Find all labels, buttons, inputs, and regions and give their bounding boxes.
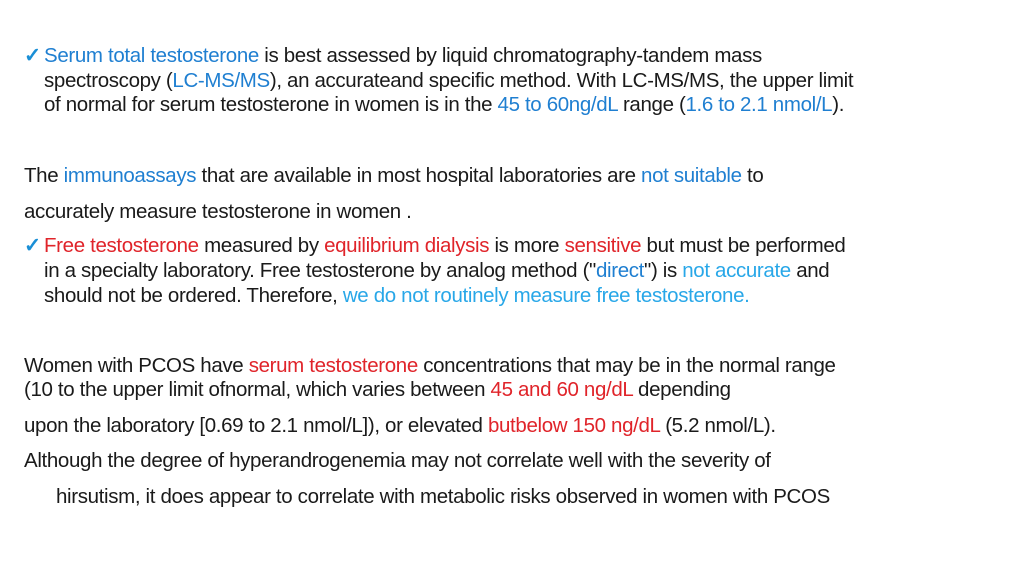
text: upon the laboratory [0.69 to 2.1 nmol/L]), or elevated [24, 414, 488, 437]
text: that are available in most hospital laboratories are [196, 164, 642, 187]
bullet-free-line-3 [44, 283, 750, 308]
text: ). [832, 93, 845, 116]
term-lc-ms-ms: LC-MS/MS [172, 69, 270, 92]
text: to [741, 164, 764, 187]
pcos-line-1 [24, 353, 836, 378]
text: spectroscopy ( [44, 69, 173, 92]
text: ), an accurateand specific method. With LC-MS/MS, the upper limit [269, 69, 854, 92]
bullet-serum-line-1 [24, 43, 762, 68]
checkmark-icon: ✓ [24, 44, 41, 67]
term-free-testosterone: Free testosterone [44, 234, 199, 257]
text: concentrations that may be in the normal range [417, 354, 836, 377]
text: ") is [644, 259, 683, 282]
text: measured by [198, 234, 325, 257]
term-direct: direct [595, 259, 645, 282]
value-below-150: butbelow 150 ng/dL [487, 414, 660, 437]
bullet-free-line-2 [44, 258, 829, 283]
text: in a specialty laboratory. Free testosterone by analog method (" [44, 259, 596, 282]
pcos-line-3 [24, 413, 776, 438]
value-nmol: 1.6 to 2.1 nmol/L [685, 93, 833, 116]
pcos-line-4 [24, 448, 771, 473]
immunoassay-line-1 [24, 163, 763, 188]
text: is more [489, 234, 565, 257]
pcos-line-2 [24, 377, 731, 402]
term-serum-total-testosterone: Serum total testosterone [44, 44, 259, 67]
term-not-suitable: not suitable [641, 164, 742, 187]
value-45-60: 45 and 60 ng/dL [490, 378, 633, 401]
text: and [790, 259, 830, 282]
value-45-60-ngdl: 45 to 60ng/dL [497, 93, 618, 116]
text: Although the degree of hyperandrogenemia may not correlate well with the severity of [24, 449, 771, 472]
text: but must be performed [641, 234, 846, 257]
bullet-free-line-1 [24, 233, 845, 258]
text: is best assessed by liquid chromatography-tandem mass [258, 44, 762, 67]
term-serum-testosterone: serum testosterone [248, 354, 418, 377]
checkmark-icon: ✓ [24, 234, 41, 257]
text: Women with PCOS have [24, 354, 249, 377]
text: (10 to the upper limit ofnormal, which varies between [24, 378, 491, 401]
text: depending [632, 378, 731, 401]
term-equilibrium-dialysis: equilibrium dialysis [324, 234, 490, 257]
text: (5.2 nmol/L). [659, 414, 776, 437]
text: of normal for serum testosterone in women is in the [44, 93, 498, 116]
immunoassay-line-2 [24, 199, 412, 224]
term-do-not-measure: we do not routinely measure free testosterone. [342, 284, 750, 307]
text: accurately measure testosterone in women . [24, 200, 412, 223]
bullet-serum-line-2 [44, 68, 853, 93]
text: range ( [617, 93, 686, 116]
term-immunoassays: immunoassays [63, 164, 197, 187]
bullet-serum-line-3 [44, 92, 844, 117]
text: should not be ordered. Therefore, [44, 284, 343, 307]
text: hirsutism, it does appear to correlate with metabolic risks observed in women with PCOS [56, 485, 830, 508]
text: The [24, 164, 64, 187]
term-not-accurate: not accurate [682, 259, 791, 282]
term-sensitive: sensitive [564, 234, 642, 257]
pcos-line-5 [56, 484, 830, 509]
